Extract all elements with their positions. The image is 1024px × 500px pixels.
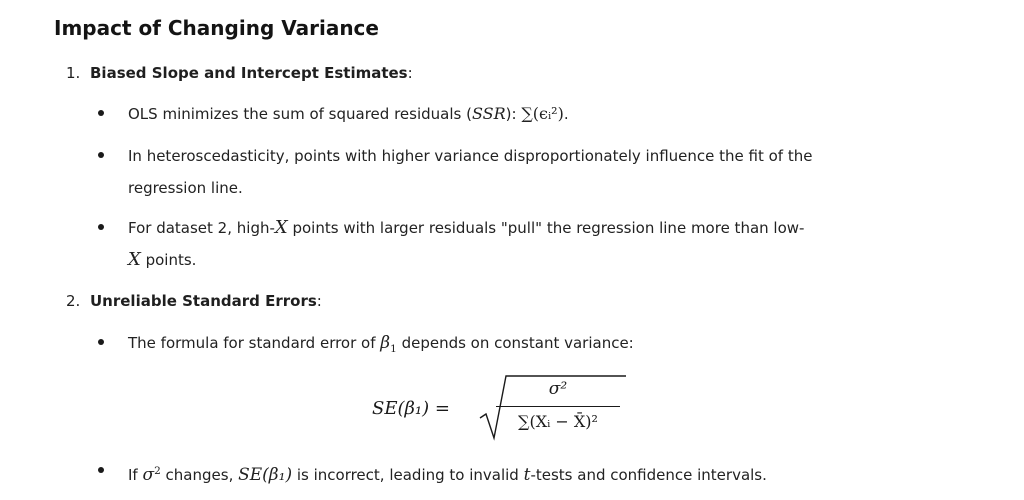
- formula-fraction: [492, 378, 624, 433]
- math-t: t: [523, 465, 531, 485]
- bullet-text: .: [563, 105, 569, 123]
- bullet-text: regression line.: [128, 179, 243, 197]
- math-ssr: SSR: [471, 104, 506, 123]
- bullet-text: If: [128, 466, 143, 484]
- bullet-sigma-changes: [128, 455, 888, 491]
- bullet-text: depends on constant variance:: [396, 334, 634, 352]
- math-x: X: [274, 217, 288, 238]
- formula-lhs: SE(β₁) =: [372, 398, 450, 419]
- bullet-dot: [98, 110, 104, 116]
- bullet-text: changes,: [160, 466, 239, 484]
- item-title: Unreliable Standard Errors: [90, 292, 317, 310]
- bullet-text: points with larger residuals "pull" the regression line more than low-: [287, 219, 805, 237]
- math-se-beta: SE(β₁): [238, 465, 293, 485]
- math-sum: ∑(ϵᵢ²): [521, 104, 564, 123]
- bullet-text: The formula for standard error of: [128, 334, 381, 352]
- formula-numerator: σ²: [548, 379, 568, 399]
- bullet-standard-error: [128, 327, 888, 365]
- bullet-text: ):: [505, 105, 522, 123]
- bullet-text: For dataset 2, high-: [128, 219, 275, 237]
- item-title: Biased Slope and Intercept Estimates: [90, 64, 408, 82]
- bullet-text: points.: [140, 251, 197, 269]
- math-sigma: σ: [142, 465, 155, 485]
- numbered-item-2: [66, 292, 322, 310]
- bullet-text: OLS minimizes the sum of squared residuals (: [128, 105, 472, 123]
- item-number: 1.: [66, 64, 81, 82]
- bullet-dot: [98, 152, 104, 158]
- math-beta: β: [380, 333, 391, 353]
- item-title-colon: :: [407, 64, 413, 82]
- item-number: 2.: [66, 292, 81, 310]
- math-x: X: [128, 249, 141, 270]
- bullet-text: is incorrect, leading to invalid: [292, 466, 524, 484]
- bullet-text: In heteroscedasticity, points with higher variance disproportionately influence the fit of the: [128, 147, 813, 165]
- numbered-item-1: [66, 64, 413, 82]
- bullet-heteroscedasticity: [128, 140, 888, 204]
- fraction-bar: [496, 406, 620, 407]
- math-beta-subscript: 1: [390, 343, 397, 355]
- bullet-dot: [98, 467, 104, 473]
- bullet-text: -tests and confidence intervals.: [530, 466, 767, 484]
- bullet-dot: [98, 224, 104, 230]
- formula-denominator: ∑(Xᵢ − X̄)²: [518, 412, 598, 431]
- se-formula: [372, 372, 632, 444]
- section-heading: Impact of Changing Variance: [54, 16, 379, 40]
- item-title-colon: :: [316, 292, 322, 310]
- bullet-ols: [128, 98, 888, 130]
- bullet-dataset2: [128, 212, 888, 276]
- math-sigma-superscript: 2: [154, 465, 161, 477]
- bullet-dot: [98, 339, 104, 345]
